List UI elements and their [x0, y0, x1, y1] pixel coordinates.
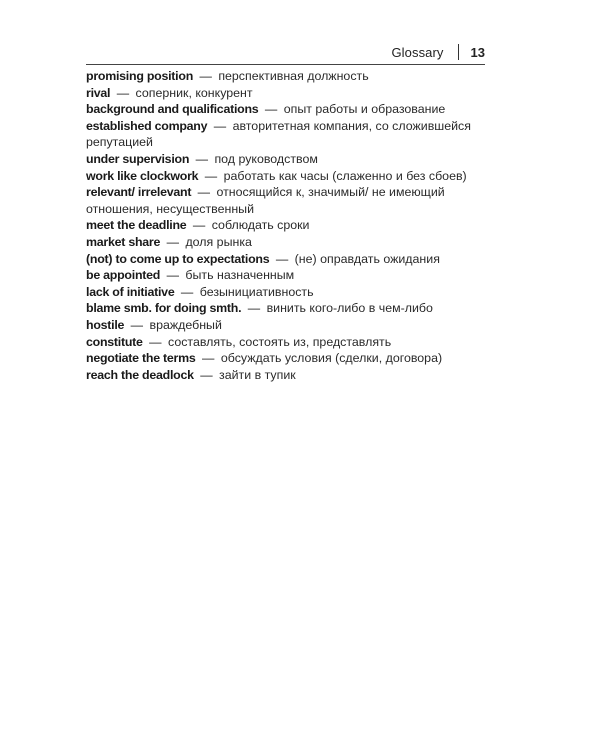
glossary-definition: быть назначенным	[185, 268, 295, 283]
glossary-term: meet the deadline	[86, 218, 187, 233]
glossary-definition: соперник, конкурент	[135, 85, 253, 100]
glossary-term: (not) to come up to expectations	[86, 251, 270, 266]
section-title: Glossary	[391, 44, 444, 60]
glossary-term: promising position	[86, 69, 194, 83]
glossary-definition: относящийся к, значимый/ не имеющий отношения, несущественный	[86, 185, 445, 216]
entry-dash: —	[195, 151, 209, 166]
glossary-entry	[86, 234, 486, 251]
glossary-entry	[86, 350, 486, 367]
entry-dash: —	[130, 317, 144, 332]
header-separator	[458, 44, 459, 60]
glossary-definition: (не) оправдать ожидания	[294, 251, 440, 266]
glossary-definition: под руководством	[214, 151, 318, 166]
glossary-term: under supervision	[86, 151, 190, 166]
glossary-entry	[86, 68, 486, 85]
glossary-definition: работать как часы (слаженно и без сбоев)	[223, 168, 467, 183]
glossary-term: be appointed	[86, 268, 161, 283]
entry-dash: —	[213, 118, 227, 133]
glossary-definition: соблюдать сроки	[211, 218, 310, 233]
glossary-entry	[86, 267, 486, 284]
running-header	[391, 44, 485, 60]
glossary-definition: обсуждать условия (сделки, договора)	[220, 351, 443, 366]
glossary-list	[86, 68, 486, 383]
glossary-entry	[86, 101, 486, 118]
glossary-term: established company	[86, 118, 208, 133]
glossary-term: negotiate the terms	[86, 351, 196, 366]
glossary-entry	[86, 184, 486, 217]
glossary-definition: винить кого-либо в чем-либо	[266, 301, 433, 316]
entry-dash: —	[197, 185, 211, 200]
glossary-entry	[86, 300, 486, 317]
entry-dash: —	[264, 102, 278, 117]
glossary-term: lack of initiative	[86, 284, 175, 299]
glossary-definition: враждебный	[149, 317, 222, 332]
glossary-term: work like clockwork	[86, 168, 199, 183]
glossary-definition: доля рынка	[185, 234, 252, 249]
glossary-term: rival	[86, 85, 111, 100]
page-number: 13	[470, 44, 485, 60]
entry-dash: —	[275, 251, 289, 266]
glossary-term: background and qualifications	[86, 102, 259, 117]
header-rule	[86, 64, 485, 65]
entry-dash: —	[247, 301, 261, 316]
entry-dash: —	[149, 334, 162, 349]
glossary-entry	[86, 151, 486, 168]
glossary-entry	[86, 168, 486, 185]
glossary-term: relevant/ irrelevant	[86, 185, 192, 200]
entry-dash: —	[166, 268, 179, 283]
glossary-definition: опыт работы и образование	[283, 102, 446, 117]
glossary-definition: составлять, состоять из, представлять	[168, 334, 392, 349]
glossary-entry	[86, 334, 486, 351]
glossary-term: blame smb. for doing smth.	[86, 301, 242, 316]
entry-dash: —	[204, 168, 218, 183]
entry-dash: —	[200, 367, 213, 382]
glossary-term: reach the deadlock	[86, 367, 194, 382]
glossary-definition: перспективная должность	[218, 69, 369, 83]
entry-dash: —	[202, 351, 215, 366]
glossary-entry	[86, 85, 486, 102]
glossary-definition: зайти в тупик	[219, 367, 296, 382]
entry-dash: —	[116, 85, 130, 100]
glossary-term: hostile	[86, 317, 125, 332]
glossary-entry	[86, 367, 486, 384]
glossary-entry	[86, 118, 486, 151]
glossary-definition: авторитетная компания, со сложившейся репутацией	[86, 118, 471, 150]
glossary-entry	[86, 217, 486, 234]
glossary-term: constitute	[86, 334, 143, 349]
entry-dash: —	[199, 69, 212, 83]
entry-dash: —	[180, 284, 194, 299]
glossary-definition: безынициативность	[199, 284, 314, 299]
glossary-entry	[86, 284, 486, 301]
glossary-entry	[86, 251, 486, 268]
entry-dash: —	[166, 234, 179, 249]
glossary-term: market share	[86, 234, 161, 249]
entry-dash: —	[192, 218, 206, 233]
glossary-entry	[86, 317, 486, 334]
